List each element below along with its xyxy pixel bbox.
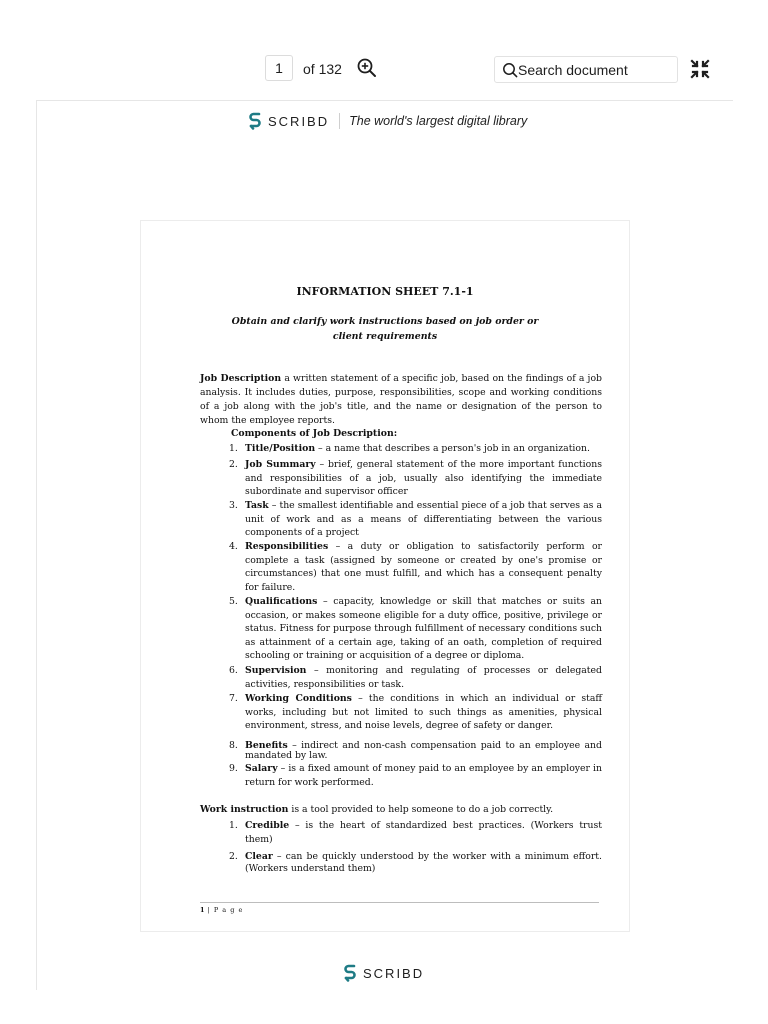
item-text: – is a fixed amount of money paid to an employee by an employer in return for work performed. <box>245 763 602 788</box>
item-number: 3. <box>229 500 238 511</box>
list-item <box>229 442 602 456</box>
item-term: Clear <box>245 851 273 862</box>
search-input[interactable] <box>518 60 668 79</box>
magnifier-icon <box>502 62 518 78</box>
brand-header <box>248 111 527 131</box>
item-number: 9. <box>229 763 238 774</box>
zoom-in-icon[interactable] <box>356 57 378 79</box>
item-term: Task <box>245 500 269 511</box>
list-item <box>229 664 602 691</box>
list-item <box>229 540 602 594</box>
list-item <box>229 851 602 874</box>
list-item <box>229 819 602 846</box>
item-number: 6. <box>229 665 238 676</box>
brand-divider <box>339 113 340 129</box>
item-text: – is the heart of standardized best practices. (Workers trust them) <box>245 820 602 845</box>
list-item <box>229 741 602 761</box>
page-number-input[interactable] <box>265 55 293 81</box>
item-text: – indirect and non-cash compensation paid to an employee and mandated by law. <box>245 740 602 761</box>
scribd-logo-icon <box>248 111 262 131</box>
list-item <box>229 458 602 499</box>
brand-tagline: The world's largest digital library <box>349 114 528 128</box>
item-term: Working Conditions <box>245 693 352 704</box>
item-number: 2. <box>229 851 238 862</box>
item-text: – capacity, knowledge or skill that matches or suits an occasion, or makes someone eligible for a duty office, positive, privilege or status. Fitness for purpose through fulfillment of necessary conditions such as attainment of a certain age, taking of an oath, completion of required schooling or training or acquisition of a degree or diploma. <box>245 596 603 662</box>
item-text: – monitoring and regulating of processes or delegated activities, responsibilities or task. <box>245 665 602 690</box>
brand-footer <box>343 963 424 983</box>
item-text: – a duty or obligation to satisfactorily perform or complete a task (assigned by someone or created by one's promise or circumstances) that one must fulfill, and which has a consequent penalty for failure. <box>245 541 602 593</box>
job-description-paragraph <box>200 372 602 428</box>
item-term: Title/Position <box>245 443 316 454</box>
components-heading: Components of Job Description: <box>231 428 398 439</box>
item-number: 2. <box>229 459 238 470</box>
item-term: Credible <box>245 820 290 831</box>
page-footer <box>200 906 243 914</box>
collapse-fullscreen-icon[interactable] <box>690 59 710 79</box>
scribd-logo-icon <box>343 963 357 983</box>
work-instruction-term: Work instruction <box>200 804 289 815</box>
item-number: 1. <box>229 443 238 454</box>
footer-divider <box>200 902 599 903</box>
item-term: Supervision <box>245 665 307 676</box>
list-item <box>229 595 602 663</box>
item-text: – a name that describes a person's job in an organization. <box>315 443 590 454</box>
job-description-term: Job Description <box>200 373 282 384</box>
work-instruction-text: is a tool provided to help someone to do a job correctly. <box>288 804 554 815</box>
list-item <box>229 499 602 540</box>
footer-page-number: 1 <box>200 906 205 914</box>
job-description-text: a written statement of a specific job, based on the findings of a job analysis. It includes duties, purpose, responsibilities, scope and working conditions of a job along with the job's title, and the name or designation of the person to whom the employee reports. <box>200 373 602 426</box>
list-item <box>229 692 602 733</box>
page-total-label: of 132 <box>303 61 342 77</box>
item-term: Responsibilities <box>245 541 329 552</box>
item-term: Job Summary <box>245 459 316 470</box>
item-number: 1. <box>229 820 238 831</box>
item-number: 8. <box>229 740 238 751</box>
sheet-subtitle: Obtain and clarify work instructions based on job order or client requirements <box>231 316 539 342</box>
document-page <box>140 220 630 932</box>
item-text: – brief, general statement of the more important functions and responsibilities of a job, usually also identifying the immediate subordinate and supervisor officer <box>245 459 602 498</box>
item-text: – can be quickly understood by the worker with a minimum effort. (Workers understand them) <box>245 851 602 874</box>
item-number: 5. <box>229 596 238 607</box>
item-number: 4. <box>229 541 238 552</box>
search-box[interactable] <box>494 56 678 83</box>
brand-name: SCRIBD <box>363 965 425 981</box>
work-instruction-paragraph <box>200 803 602 817</box>
list-item <box>229 762 602 789</box>
brand-name: SCRIBD <box>268 113 330 129</box>
sheet-title: INFORMATION SHEET 7.1-1 <box>296 285 474 298</box>
item-term: Benefits <box>245 740 288 751</box>
item-text: – the smallest identifiable and essential piece of a job that serves as a unit of work and as a means of differentiating between the various components of a project <box>245 500 602 539</box>
item-term: Salary <box>245 763 278 774</box>
item-term: Qualifications <box>245 596 318 607</box>
item-number: 7. <box>229 693 238 704</box>
footer-page-label: | P a g e <box>204 906 244 914</box>
item-text: – the conditions in which an individual or staff works, including but not limited to such things as amenities, physical environment, stress, and noise levels, degree of safety or danger. <box>245 693 602 732</box>
